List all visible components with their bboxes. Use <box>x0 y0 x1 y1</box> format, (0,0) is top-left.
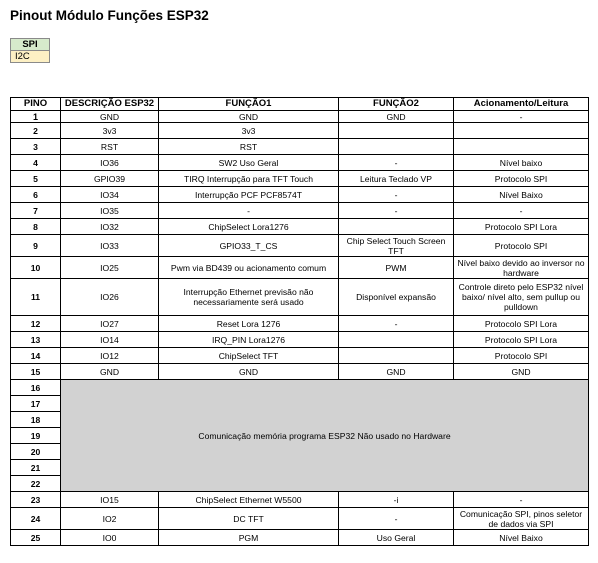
pin-acionamento: Nível baixo <box>454 155 589 171</box>
merged-unused-note: Comunicação memória programa ESP32 Não usado no Hardware <box>61 380 589 492</box>
pin-number: 12 <box>11 316 61 332</box>
pin-function2: - <box>339 187 454 203</box>
pin-function2 <box>339 123 454 139</box>
header-pino: PINO <box>11 98 61 111</box>
pin-function2 <box>339 219 454 235</box>
pin-acionamento: Comunicação SPI, pinos seletor de dados via SPI <box>454 508 589 530</box>
pin-description: IO0 <box>61 530 159 546</box>
pin-function1: Pwm via BD439 ou acionamento comum <box>159 257 339 279</box>
page-title: Pinout Módulo Funções ESP32 <box>10 8 209 23</box>
pin-acionamento: Nível baixo devido ao inversor no hardware <box>454 257 589 279</box>
table-row <box>11 187 589 203</box>
pin-function2: GND <box>339 364 454 380</box>
pin-acionamento: Protocolo SPI <box>454 348 589 364</box>
table-row <box>11 530 589 546</box>
pin-acionamento: Protocolo SPI Lora <box>454 332 589 348</box>
pin-function2: - <box>339 316 454 332</box>
pin-number: 15 <box>11 364 61 380</box>
pin-description: IO32 <box>61 219 159 235</box>
pin-acionamento: Protocolo SPI Lora <box>454 316 589 332</box>
pin-description: IO26 <box>61 279 159 316</box>
pin-function1: IRQ_PIN Lora1276 <box>159 332 339 348</box>
pin-function1: DC TFT <box>159 508 339 530</box>
legend-i2c: I2C <box>11 51 50 63</box>
pin-number: 23 <box>11 492 61 508</box>
pin-function1: Interrupção PCF PCF8574T <box>159 187 339 203</box>
pin-function2: - <box>339 203 454 219</box>
table-row <box>11 171 589 187</box>
table-row <box>11 492 589 508</box>
table-row <box>11 364 589 380</box>
pin-function2: Uso Geral <box>339 530 454 546</box>
pin-function1: RST <box>159 139 339 155</box>
pin-description: 3v3 <box>61 123 159 139</box>
pin-description: IO25 <box>61 257 159 279</box>
pin-acionamento: - <box>454 492 589 508</box>
table-row <box>11 380 589 396</box>
pin-description: GPIO39 <box>61 171 159 187</box>
pin-number: 25 <box>11 530 61 546</box>
pin-acionamento: Nível Baixo <box>454 187 589 203</box>
table-row <box>11 155 589 171</box>
pin-number: 8 <box>11 219 61 235</box>
pin-number: 22 <box>11 476 61 492</box>
pin-function1: PGM <box>159 530 339 546</box>
pin-function2: Chip Select Touch Screen TFT <box>339 235 454 257</box>
pin-acionamento: Protocolo SPI Lora <box>454 219 589 235</box>
pin-function1: GND <box>159 111 339 123</box>
pin-number: 11 <box>11 279 61 316</box>
pin-function1: ChipSelect Ethernet W5500 <box>159 492 339 508</box>
legend <box>10 38 50 63</box>
pin-function1: ChipSelect TFT <box>159 348 339 364</box>
pin-number: 18 <box>11 412 61 428</box>
pin-number: 14 <box>11 348 61 364</box>
pin-function2: - <box>339 508 454 530</box>
pin-number: 10 <box>11 257 61 279</box>
pin-number: 21 <box>11 460 61 476</box>
pin-description: RST <box>61 139 159 155</box>
pin-number: 19 <box>11 428 61 444</box>
pin-function1: TIRQ Interrupção para TFT Touch <box>159 171 339 187</box>
table-row <box>11 279 589 316</box>
pin-function2 <box>339 348 454 364</box>
table-row <box>11 332 589 348</box>
table-row <box>11 219 589 235</box>
pin-description: IO33 <box>61 235 159 257</box>
pin-number: 16 <box>11 380 61 396</box>
pin-description: IO2 <box>61 508 159 530</box>
pin-function1: 3v3 <box>159 123 339 139</box>
pin-function2 <box>339 139 454 155</box>
pin-number: 13 <box>11 332 61 348</box>
pin-acionamento <box>454 123 589 139</box>
pin-description: IO34 <box>61 187 159 203</box>
pin-number: 5 <box>11 171 61 187</box>
pin-function2: Leitura Teclado VP <box>339 171 454 187</box>
pin-function2: GND <box>339 111 454 123</box>
pin-function1: GPIO33_T_CS <box>159 235 339 257</box>
pin-acionamento: Controle direto pelo ESP32 nível baixo/ nível alto, sem pullup ou pulldown <box>454 279 589 316</box>
pin-description: IO14 <box>61 332 159 348</box>
pin-number: 20 <box>11 444 61 460</box>
header-funcao2: FUNÇÃO2 <box>339 98 454 111</box>
table-row <box>11 235 589 257</box>
pin-number: 4 <box>11 155 61 171</box>
pin-function1: Reset Lora 1276 <box>159 316 339 332</box>
pin-acionamento: Protocolo SPI <box>454 235 589 257</box>
header-acionamento: Acionamento/Leitura <box>454 98 589 111</box>
pin-description: GND <box>61 364 159 380</box>
pin-number: 3 <box>11 139 61 155</box>
table-row <box>11 123 589 139</box>
pin-acionamento: Protocolo SPI <box>454 171 589 187</box>
pin-function1: Interrupção Ethernet previsão não necessariamente será usado <box>159 279 339 316</box>
pin-function2: PWM <box>339 257 454 279</box>
table-header-row <box>11 98 589 111</box>
pin-acionamento: GND <box>454 364 589 380</box>
pin-description: IO27 <box>61 316 159 332</box>
pin-number: 9 <box>11 235 61 257</box>
pin-acionamento <box>454 139 589 155</box>
table-row <box>11 348 589 364</box>
pin-description: IO35 <box>61 203 159 219</box>
header-descricao: DESCRIÇÃO ESP32 <box>61 98 159 111</box>
pin-number: 7 <box>11 203 61 219</box>
table-row <box>11 111 589 123</box>
header-funcao1: FUNÇÃO1 <box>159 98 339 111</box>
pin-description: IO12 <box>61 348 159 364</box>
pin-function1: ChipSelect Lora1276 <box>159 219 339 235</box>
pin-acionamento: - <box>454 203 589 219</box>
table-row <box>11 203 589 219</box>
pin-function2: Disponível expansão <box>339 279 454 316</box>
pin-description: IO36 <box>61 155 159 171</box>
pin-acionamento: Nível Baixo <box>454 530 589 546</box>
table-row <box>11 257 589 279</box>
table-row <box>11 316 589 332</box>
table-row <box>11 139 589 155</box>
pin-function1: - <box>159 203 339 219</box>
pin-function2: - <box>339 155 454 171</box>
pin-number: 6 <box>11 187 61 203</box>
table-row <box>11 508 589 530</box>
pin-acionamento: - <box>454 111 589 123</box>
pin-description: GND <box>61 111 159 123</box>
legend-spi: SPI <box>11 39 50 51</box>
pin-function2: -i <box>339 492 454 508</box>
pinout-table <box>10 97 589 546</box>
pin-number: 24 <box>11 508 61 530</box>
pin-function1: SW2 Uso Geral <box>159 155 339 171</box>
pin-function1: GND <box>159 364 339 380</box>
pin-number: 17 <box>11 396 61 412</box>
pin-function2 <box>339 332 454 348</box>
pin-number: 2 <box>11 123 61 139</box>
pin-description: IO15 <box>61 492 159 508</box>
pin-number: 1 <box>11 111 61 123</box>
